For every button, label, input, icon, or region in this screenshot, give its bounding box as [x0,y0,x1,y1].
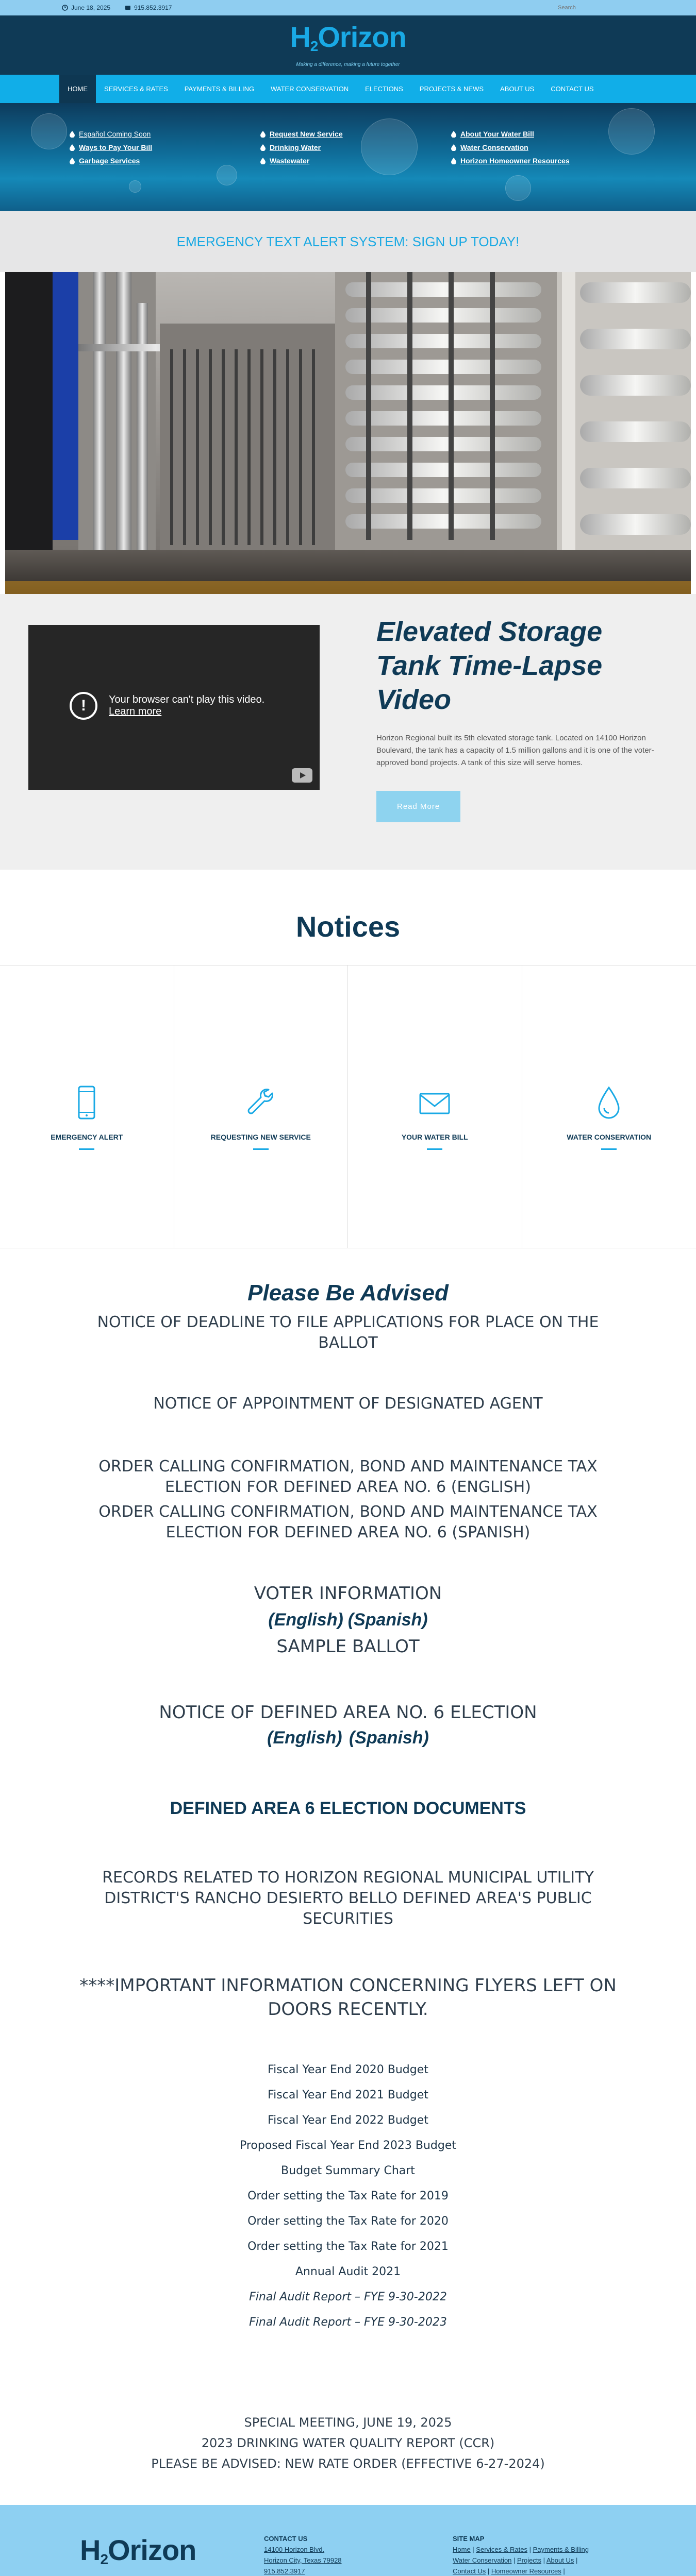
water-drop-icon [451,144,456,151]
notice-underline [601,1148,617,1150]
doc-link[interactable]: Order setting the Tax Rate for 2019 [247,2190,449,2202]
nav-about-us[interactable]: ABOUT US [500,85,535,93]
advised-section [0,1280,696,2474]
notice-underline [79,1148,94,1150]
wrench-icon [245,1084,277,1122]
water-drop-icon [260,144,266,151]
voter-info-links [0,1610,696,1630]
water-drop-icon [593,1084,625,1122]
notice-label: EMERGENCY ALERT [51,1132,123,1141]
video-section [0,594,696,870]
water-drop-icon [260,158,266,164]
read-more-button[interactable]: Read More [376,791,460,822]
phone-text[interactable]: 915.852.3917 [134,4,172,11]
notice-label: YOUR WATER BILL [401,1132,468,1141]
election-english-link[interactable]: (English) [267,1728,342,1748]
phone-icon [125,5,131,11]
doc-link[interactable]: Proposed Fiscal Year End 2023 Budget [239,2139,457,2152]
doc-link[interactable]: Fiscal Year End 2021 Budget [268,2089,428,2102]
election-notice-links [0,1728,696,1748]
voter-english-link[interactable]: (English) [268,1610,343,1630]
notice-underline [253,1148,269,1150]
date-item [62,4,110,11]
nav-home[interactable]: HOME [59,75,96,103]
alert-text: EMERGENCY TEXT ALERT SYSTEM: [176,233,409,249]
logo-tagline: Making a difference, making a future together [296,62,400,67]
emergency-alert-banner [0,211,696,272]
video-player[interactable] [28,625,320,790]
notice-label: WATER CONSERVATION [567,1132,652,1141]
quick-links [70,130,642,165]
site-footer [0,2505,696,2576]
water-drop-icon [451,131,456,138]
water-drop-icon [260,131,266,138]
video-description [376,615,673,822]
notice-underline [427,1148,442,1150]
contact-heading: CONTACT US [264,2535,308,2543]
footer-sitemap: SITE MAP Home | Services & Rates | Payments & Billing Water Conservation | Projects | About Us | Contact Us | Homeowner Resources | [453,2533,623,2576]
doc-link[interactable]: Fiscal Year End 2020 Budget [268,2063,428,2076]
top-bar [0,0,696,15]
sitemap-about-us[interactable]: About Us [546,2556,574,2564]
doc-link[interactable]: Annual Audit 2021 [295,2265,401,2278]
water-banner [0,103,696,211]
notices-grid [0,965,696,1248]
notice-requesting-new-service[interactable] [174,965,349,1248]
flyers-info-link[interactable]: ****IMPORTANT INFORMATION CONCERNING FLYERS LEFT ON DOORS RECENTLY. [79,1975,617,2020]
notice-emergency-alert[interactable] [0,965,174,1248]
water-drop-icon [70,131,75,138]
video-title: Elevated Storage Tank Time-Lapse Video [376,616,603,715]
nav-elections[interactable]: ELECTIONS [365,85,403,93]
footer-contact [264,2533,342,2576]
sitemap-contact-us[interactable]: Contact Us [453,2567,486,2575]
notice-your-water-bill[interactable] [348,965,522,1248]
doc-link[interactable]: Order setting the Tax Rate for 2020 [247,2215,449,2228]
phone-item[interactable] [125,4,172,11]
water-drop-icon [70,144,75,151]
doc-link[interactable]: Final Audit Report – FYE 9-30-2022 [249,2291,447,2303]
nav-projects-news[interactable]: PROJECTS & NEWS [419,85,484,93]
video-error-message: ! Your browser can't play this video. Learn more [70,692,264,720]
envelope-icon [419,1084,451,1122]
advised-title: Please Be Advised [247,1280,449,1306]
election-spanish-link[interactable]: (Spanish) [349,1728,429,1748]
learn-more-link[interactable]: Learn more [109,706,162,717]
video-body: Horizon Regional built its 5th elevated storage tank. Located on 14100 Horizon Boulevard, the tank has a capacity of 1.5 million gallons and it is one of the voter-approved bond projects. A tank of this size will serve homes. [376,734,654,767]
youtube-icon[interactable] [292,768,312,783]
notices-title: Notices [295,910,401,943]
water-drop-icon [451,158,456,164]
sitemap-homeowner-resources[interactable]: Homeowner Resources [491,2567,561,2575]
link-homeowner-resources[interactable]: Horizon Homeowner Resources [451,157,642,165]
doc-link[interactable]: Budget Summary Chart [281,2164,415,2177]
notice-label: REQUESTING NEW SERVICE [210,1132,311,1141]
logo[interactable] [290,23,406,67]
footer-address-line2[interactable]: Horizon City, Texas 79928 [264,2556,342,2564]
nav-water-conservation[interactable]: WATER CONSERVATION [271,85,349,93]
link-about-water-bill[interactable]: About Your Water Bill [451,130,642,138]
special-meeting-link[interactable]: SPECIAL MEETING, JUNE 19, 2025 [244,2415,452,2430]
link-ways-to-pay[interactable]: Ways to Pay Your Bill [70,143,260,151]
main-nav [0,75,696,103]
link-garbage-services[interactable]: Garbage Services [70,157,260,165]
link-espanol[interactable]: Español Coming Soon [70,130,260,138]
doc-link[interactable]: Final Audit Report – FYE 9-30-2023 [249,2316,447,2329]
link-request-new-service[interactable]: Request New Service [260,130,451,138]
nav-services-rates[interactable]: SERVICES & RATES [104,85,168,93]
rate-order-link[interactable]: PLEASE BE ADVISED: NEW RATE ORDER (EFFECTIVE 6-27-2024) [151,2456,545,2471]
order-spanish-link[interactable]: ORDER CALLING CONFIRMATION, BOND AND MAINTENANCE TAX ELECTION FOR DEFINED AREA NO. 6 (SPANISH) [98,1503,598,1541]
link-wastewater[interactable]: Wastewater [260,157,451,165]
election-documents-link[interactable]: DEFINED AREA 6 ELECTION DOCUMENTS [170,1799,526,1818]
water-drop-icon [70,158,75,164]
alert-signup-link[interactable]: SIGN UP TODAY! [412,233,520,249]
sitemap-projects[interactable]: Projects [517,2556,541,2564]
sitemap-home[interactable]: Home [453,2546,471,2553]
hero-image [5,272,691,594]
logo-wordmark: $H_2Orizon$ [290,21,406,54]
order-english-link[interactable]: ORDER CALLING CONFIRMATION, BOND AND MAINTENANCE TAX ELECTION FOR DEFINED AREA NO. 6 (ENGLISH) [98,1458,598,1496]
sitemap-heading: SITE MAP [453,2535,485,2543]
ccr-report-link[interactable]: 2023 DRINKING WATER QUALITY REPORT (CCR) [201,2436,495,2450]
treatment-plant-illustration [5,272,691,594]
appointment-notice-link[interactable]: NOTICE OF APPOINTMENT OF DESIGNATED AGENT [153,1395,543,1413]
sitemap-services-rates[interactable]: Services & Rates [476,2546,527,2553]
sample-ballot-link[interactable]: SAMPLE BALLOT [276,1636,420,1657]
nav-contact-us[interactable]: CONTACT US [551,85,594,93]
documents-list [0,2057,696,2335]
alert-circle-icon: ! [70,692,97,720]
footer-logo[interactable]: $H_2Orizon$ [80,2534,196,2567]
footer-phone[interactable]: 915.852.3917 [264,2567,305,2575]
voter-information: VOTER INFORMATION [254,1583,442,1604]
election-notice: NOTICE OF DEFINED AREA NO. 6 ELECTION [159,1702,537,1723]
link-drinking-water[interactable]: Drinking Water [260,143,451,151]
search-input[interactable] [558,3,635,13]
doc-link[interactable]: Order setting the Tax Rate for 2021 [247,2240,449,2253]
date-text: June 18, 2025 [71,4,111,11]
doc-link[interactable]: Fiscal Year End 2022 Budget [268,2114,428,2127]
sitemap-payments-billing[interactable]: Payments & Billing [533,2546,589,2553]
clock-icon [62,5,68,11]
nav-payments-billing[interactable]: PAYMENTS & BILLING [184,85,255,93]
mobile-phone-icon [71,1084,103,1122]
voter-spanish-link[interactable]: (Spanish) [347,1610,428,1630]
notice-water-conservation[interactable] [522,965,696,1248]
deadline-notice-link[interactable]: NOTICE OF DEADLINE TO FILE APPLICATIONS FOR PLACE ON THE BALLOT [97,1313,599,1352]
sitemap-water-conservation[interactable]: Water Conservation [453,2556,512,2564]
public-securities-link[interactable]: RECORDS RELATED TO HORIZON REGIONAL MUNICIPAL UTILITY DISTRICT'S RANCHO DESIERTO BELLO DEFINED AREA'S PUBLIC SECURITIES [102,1869,594,1928]
link-water-conservation[interactable]: Water Conservation [451,143,642,151]
footer-address-line1[interactable]: 14100 Horizon Blvd. [264,2546,325,2553]
site-header [0,15,696,75]
